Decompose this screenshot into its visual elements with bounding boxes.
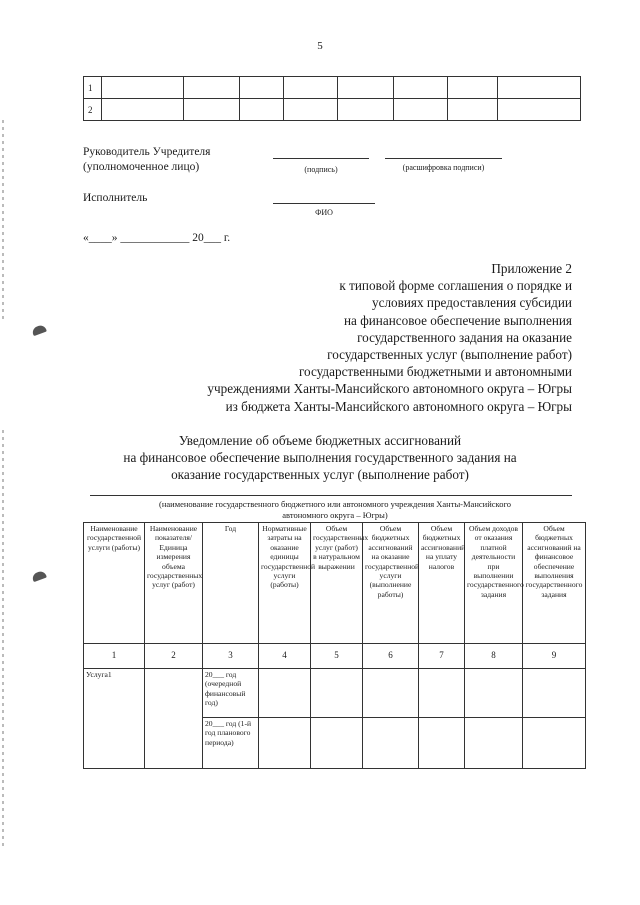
year-cell: 20___ год (1-й год планового периода) <box>203 718 259 769</box>
fio-caption: ФИО <box>315 208 333 217</box>
column-number: 6 <box>363 644 419 669</box>
year-cell: 20___ год (очередной финансовый год) <box>203 669 259 718</box>
scan-edge <box>2 430 4 850</box>
service-name-cell: Услуга1 <box>84 669 145 769</box>
org-caption <box>90 499 580 521</box>
indicator-cell <box>145 669 203 769</box>
column-header: Год <box>203 523 259 644</box>
punch-hole-mark <box>31 570 47 582</box>
column-number: 1 <box>84 644 145 669</box>
org-caption-line: автономного округа – Югры) <box>282 510 388 520</box>
column-number: 8 <box>465 644 523 669</box>
fio-line <box>273 203 375 204</box>
column-header: Объем бюджетных ассигнований на оказание государственной услуги (выполнение работы) <box>363 523 419 644</box>
sign-caption: (подпись) <box>304 165 338 174</box>
title-line: оказание государственных услуг (выполнение работ) <box>171 467 469 482</box>
table-row <box>84 669 586 718</box>
scan-edge <box>2 120 4 320</box>
title-line: Уведомление об объеме бюджетных ассигнований <box>178 433 462 448</box>
appendix-heading <box>207 260 572 415</box>
row-number: 1 <box>84 77 102 99</box>
column-number: 5 <box>311 644 363 669</box>
column-header: Объем государственных услуг (работ) в натуральном выражении <box>311 523 363 644</box>
column-number: 9 <box>523 644 586 669</box>
column-number: 4 <box>259 644 311 669</box>
appendix-line: условиях предоставления субсидии <box>372 295 572 311</box>
table-row <box>84 77 581 99</box>
signature-line <box>273 158 369 159</box>
decode-line <box>385 158 502 159</box>
column-number: 7 <box>419 644 465 669</box>
top-table <box>83 76 581 121</box>
row-number: 2 <box>84 99 102 121</box>
column-header: Объем доходов от оказания платной деятельности при выполнении государственного задания <box>465 523 523 644</box>
allocation-table <box>83 522 586 769</box>
head-sublabel: (уполномоченное лицо) <box>83 161 200 173</box>
org-caption-line: (наименование государственного бюджетного или автономного учреждения Ханты-Мансийского <box>159 499 511 509</box>
table-row <box>84 99 581 121</box>
date-line: «____» ____________ 20___ г. <box>83 232 231 244</box>
title-line: на финансовое обеспечение выполнения государственного задания на <box>123 450 517 465</box>
appendix-line: к типовой форме соглашения о порядке и <box>339 278 572 294</box>
column-header: Наименование показателя/ Единица измерения объема государственных услуг (работ) <box>145 523 203 644</box>
column-number: 2 <box>145 644 203 669</box>
appendix-line: государственными бюджетными и автономными <box>298 364 572 380</box>
column-number-row <box>84 644 586 669</box>
notice-title <box>70 432 570 483</box>
executor-label: Исполнитель <box>83 192 148 204</box>
column-header: Объем бюджетных ассигнований на уплату налогов <box>419 523 465 644</box>
head-label: Руководитель Учредителя <box>83 146 211 158</box>
punch-hole-mark <box>31 324 47 336</box>
appendix-line: учреждениями Ханты-Мансийского автономного округа – Югры <box>207 381 572 397</box>
appendix-line: государственных услуг (выполнение работ) <box>327 347 572 363</box>
page-number: 5 <box>317 40 323 52</box>
appendix-line: государственного задания на оказание <box>357 329 572 345</box>
org-name-line <box>90 495 572 496</box>
column-header: Наименование государственной услуги (работы) <box>84 523 145 644</box>
appendix-line: Приложение 2 <box>491 261 572 276</box>
column-header: Нормативные затраты на оказание единицы государственной услуги (работы) <box>259 523 311 644</box>
column-number: 3 <box>203 644 259 669</box>
decode-caption: (расшифровка подписи) <box>402 163 485 172</box>
appendix-line: на финансовое обеспечение выполнения <box>344 312 572 328</box>
appendix-line: из бюджета Ханты-Мансийского автономного округа – Югры <box>225 398 572 414</box>
header-row <box>84 523 586 644</box>
column-header: Объем бюджетных ассигнований на финансовое обеспечение выполнения государственного задания <box>523 523 586 644</box>
